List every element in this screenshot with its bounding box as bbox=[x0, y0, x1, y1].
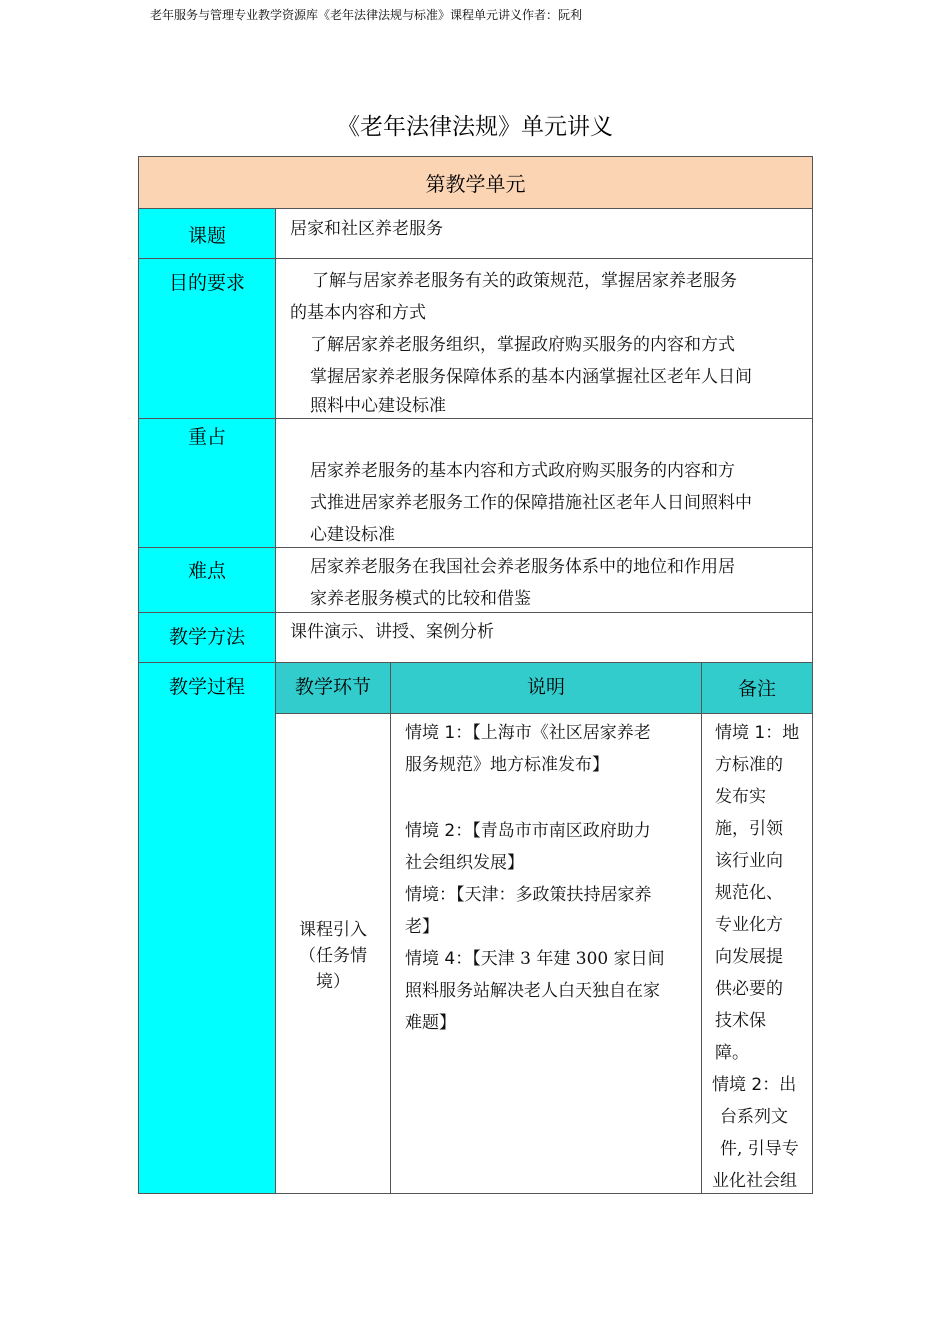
note-item bbox=[715, 717, 812, 749]
scenario-item bbox=[405, 879, 701, 911]
note-line: 台系列文 bbox=[720, 1107, 788, 1127]
note-prefix: 情境 2： bbox=[712, 1075, 780, 1095]
running-header: 老年服务与管理专业教学资源库《老年法律法规与标准》课程单元讲义作者：阮利 bbox=[150, 8, 583, 22]
stage-line: 课程引入 bbox=[299, 920, 367, 940]
scenario-line: 难题】 bbox=[405, 1013, 456, 1033]
topic-label-cell bbox=[138, 208, 276, 259]
key-points-line: 心建设标准 bbox=[310, 525, 395, 545]
methods-content-cell bbox=[275, 612, 813, 663]
topic-content-cell bbox=[275, 208, 813, 259]
unit-heading-cell bbox=[138, 156, 813, 209]
scenario-line: 老】 bbox=[405, 917, 439, 937]
note-prefix: 情境 1： bbox=[715, 723, 783, 743]
scenario-line: 【上海市《社区居家养老 bbox=[472, 723, 651, 743]
scenario-item bbox=[405, 717, 701, 749]
scenario-item bbox=[405, 943, 701, 975]
scenario-prefix: 情境 1： bbox=[405, 723, 473, 743]
key-points-line: 式推进居家养老服务工作的保障措施社区老年人日间照料中 bbox=[310, 493, 752, 513]
process-description-cell bbox=[390, 713, 702, 1194]
scenario-item bbox=[405, 815, 701, 847]
methods-label: 教学方法 bbox=[168, 626, 245, 648]
process-stage-cell bbox=[275, 713, 391, 1194]
process-col-stage-header bbox=[275, 662, 391, 714]
notes-header-label: 备注 bbox=[737, 678, 776, 700]
scenario-prefix: 情境 4： bbox=[405, 949, 473, 969]
goals-line: 掌握居家养老服务保障体系的基本内涵掌握社区老年人日间 bbox=[310, 367, 752, 387]
note-line: 向发展提 bbox=[715, 947, 783, 967]
process-col-notes-header bbox=[701, 662, 813, 714]
scenario-line: 照料服务站解决老人白天独自在家 bbox=[405, 981, 660, 1001]
topic-content: 居家和社区养老服务 bbox=[290, 219, 443, 239]
goals-label-cell bbox=[138, 258, 276, 419]
difficulties-label-cell bbox=[138, 547, 276, 613]
document-title: 《老年法律法规》单元讲义 bbox=[337, 114, 613, 140]
note-item bbox=[712, 1069, 812, 1101]
key-points-label-cell bbox=[138, 418, 276, 548]
key-points-line: 居家养老服务的基本内容和方式政府购买服务的内容和方 bbox=[310, 461, 735, 481]
goals-line: 了解居家养老服务组织，掌握政府购买服务的内容和方式 bbox=[310, 335, 735, 355]
stage-line: （任务情 bbox=[299, 946, 367, 966]
methods-label-cell bbox=[138, 612, 276, 663]
note-line: 发布实 bbox=[715, 787, 766, 807]
difficulties-label: 难点 bbox=[187, 560, 226, 582]
note-line: 专业化方 bbox=[715, 915, 783, 935]
difficulties-line: 居家养老服务在我国社会养老服务体系中的地位和作用居 bbox=[310, 557, 735, 577]
stage-line: 境） bbox=[316, 972, 350, 992]
goals-line: 了解与居家养老服务有关的政策规范，掌握居家养老服务 bbox=[312, 271, 737, 291]
note-line: 技术保 bbox=[715, 1011, 766, 1031]
goals-line: 照料中心建设标准 bbox=[310, 396, 446, 416]
methods-content: 课件演示、讲授、案例分析 bbox=[290, 622, 494, 642]
scenario-spacer bbox=[405, 781, 701, 815]
scenario-line: 【天津 3 年建 300 家日间 bbox=[472, 949, 665, 969]
goals-label: 目的要求 bbox=[168, 272, 245, 294]
key-points-content-cell bbox=[275, 418, 813, 548]
note-line: 障。 bbox=[715, 1043, 749, 1063]
note-line: 地 bbox=[782, 723, 800, 743]
goals-content-cell bbox=[275, 258, 813, 419]
note-line: 规范化、 bbox=[715, 883, 783, 903]
note-line: 方标准的 bbox=[715, 755, 783, 775]
scenario-line: 社会组织发展】 bbox=[405, 853, 524, 873]
process-col-description-header bbox=[390, 662, 702, 714]
goals-line: 的基本内容和方式 bbox=[290, 303, 426, 323]
scenario-prefix: 情境： bbox=[405, 885, 456, 905]
scenario-line: 【青岛市市南区政府助力 bbox=[472, 821, 651, 841]
scenario-line: 服务规范》地方标准发布】 bbox=[405, 755, 609, 775]
description-header-label: 说明 bbox=[526, 676, 565, 698]
process-notes-cell bbox=[701, 713, 813, 1194]
topic-label: 课题 bbox=[187, 225, 226, 247]
process-label: 教学过程 bbox=[168, 676, 245, 698]
scenario-line: 【天津：多政策扶持居家养 bbox=[456, 885, 652, 905]
unit-heading: 第教学单元 bbox=[425, 172, 526, 196]
note-line: 件, 引导专 bbox=[720, 1139, 799, 1159]
process-label-cell bbox=[138, 662, 276, 1194]
difficulties-content-cell bbox=[275, 547, 813, 613]
note-line: 供必要的 bbox=[715, 979, 783, 999]
note-line: 业化社会组 bbox=[712, 1171, 797, 1191]
stage-header-label: 教学环节 bbox=[294, 676, 371, 698]
difficulties-line: 家养老服务模式的比较和借鉴 bbox=[310, 589, 531, 609]
key-points-label: 重占 bbox=[187, 426, 226, 448]
note-line: 该行业向 bbox=[715, 851, 783, 871]
scenario-prefix: 情境 2： bbox=[405, 821, 473, 841]
note-line: 出 bbox=[779, 1075, 797, 1095]
note-line: 施，引领 bbox=[715, 819, 783, 839]
